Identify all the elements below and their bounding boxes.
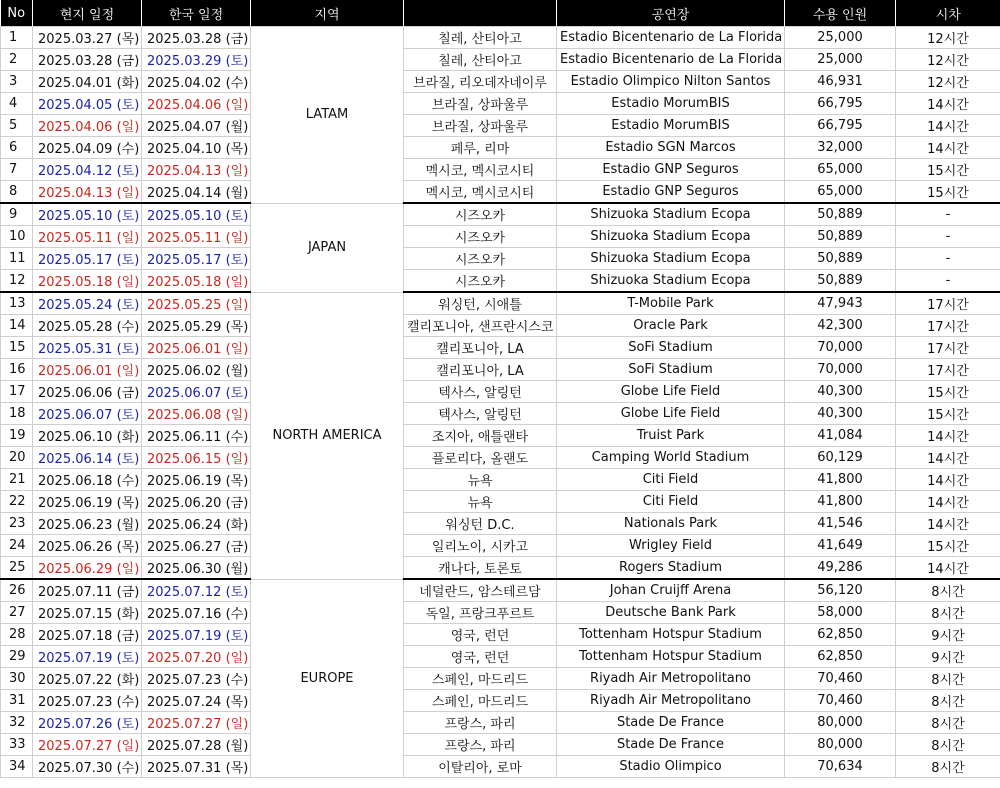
venue: Camping World Stadium <box>557 447 785 469</box>
capacity: 25,000 <box>785 27 896 49</box>
capacity: 65,000 <box>785 159 896 181</box>
table-row <box>1 579 1000 602</box>
table-row <box>1 203 1000 226</box>
location: 영국, 런던 <box>404 646 557 668</box>
venue: Rogers Stadium <box>557 557 785 580</box>
location: 텍사스, 알링턴 <box>404 403 557 425</box>
location: 캘리포니아, LA <box>404 337 557 359</box>
location: 멕시코, 멕시코시티 <box>404 159 557 181</box>
capacity: 49,286 <box>785 557 896 580</box>
table-row <box>1 469 1000 491</box>
location: 조지아, 애틀랜타 <box>404 425 557 447</box>
time-difference: 15시간 <box>896 181 1000 204</box>
row-number: 24 <box>1 535 33 557</box>
korea-date: 2025.06.01 (일) <box>142 337 251 359</box>
korea-date: 2025.07.24 (목) <box>142 690 251 712</box>
row-number: 25 <box>1 557 33 580</box>
capacity: 50,889 <box>785 270 896 293</box>
korea-date: 2025.04.02 (수) <box>142 71 251 93</box>
row-number: 14 <box>1 315 33 337</box>
row-number: 23 <box>1 513 33 535</box>
time-difference: 8시간 <box>896 712 1000 734</box>
row-number: 20 <box>1 447 33 469</box>
row-number: 34 <box>1 756 33 778</box>
time-difference: 17시간 <box>896 359 1000 381</box>
location: 멕시코, 멕시코시티 <box>404 181 557 204</box>
table-row <box>1 712 1000 734</box>
table-row <box>1 381 1000 403</box>
table-row <box>1 49 1000 71</box>
location: 시즈오카 <box>404 270 557 293</box>
venue: SoFi Stadium <box>557 337 785 359</box>
row-number: 28 <box>1 624 33 646</box>
header-time-difference: 시차 <box>896 0 1000 27</box>
location: 캘리포니아, 샌프란시스코 <box>404 315 557 337</box>
capacity: 40,300 <box>785 381 896 403</box>
table-row <box>1 292 1000 315</box>
capacity: 65,000 <box>785 181 896 204</box>
table-body <box>1 27 1000 778</box>
venue: Truist Park <box>557 425 785 447</box>
venue: Stadio Olimpico <box>557 756 785 778</box>
row-number: 8 <box>1 181 33 204</box>
time-difference: 15시간 <box>896 159 1000 181</box>
time-difference: 9시간 <box>896 646 1000 668</box>
table-row <box>1 646 1000 668</box>
time-difference: 8시간 <box>896 734 1000 756</box>
venue: Globe Life Field <box>557 403 785 425</box>
korea-date: 2025.05.17 (토) <box>142 248 251 270</box>
local-date: 2025.06.18 (수) <box>33 469 142 491</box>
capacity: 41,649 <box>785 535 896 557</box>
location: 영국, 런던 <box>404 624 557 646</box>
time-difference: - <box>896 203 1000 226</box>
location: 브라질, 상파울루 <box>404 93 557 115</box>
location: 프랑스, 파리 <box>404 734 557 756</box>
time-difference: 14시간 <box>896 115 1000 137</box>
venue: Estadio GNP Seguros <box>557 159 785 181</box>
local-date: 2025.07.26 (토) <box>33 712 142 734</box>
location: 플로리다, 올랜도 <box>404 447 557 469</box>
header-region: 지역 <box>251 0 404 27</box>
location: 브라질, 리오데자네이루 <box>404 71 557 93</box>
row-number: 7 <box>1 159 33 181</box>
capacity: 41,546 <box>785 513 896 535</box>
korea-date: 2025.04.07 (월) <box>142 115 251 137</box>
row-number: 12 <box>1 270 33 293</box>
venue: Deutsche Bank Park <box>557 602 785 624</box>
time-difference: 15시간 <box>896 403 1000 425</box>
location: 시즈오카 <box>404 203 557 226</box>
table-row <box>1 337 1000 359</box>
header-local-date: 현지 일정 <box>33 0 142 27</box>
time-difference: 8시간 <box>896 756 1000 778</box>
local-date: 2025.07.30 (수) <box>33 756 142 778</box>
table-row <box>1 513 1000 535</box>
venue: Tottenham Hotspur Stadium <box>557 646 785 668</box>
capacity: 66,795 <box>785 93 896 115</box>
time-difference: 15시간 <box>896 381 1000 403</box>
location: 칠레, 산티아고 <box>404 27 557 49</box>
row-number: 33 <box>1 734 33 756</box>
venue: Wrigley Field <box>557 535 785 557</box>
korea-date: 2025.03.28 (금) <box>142 27 251 49</box>
row-number: 18 <box>1 403 33 425</box>
korea-date: 2025.03.29 (토) <box>142 49 251 71</box>
location: 브라질, 상파울루 <box>404 115 557 137</box>
local-date: 2025.07.23 (수) <box>33 690 142 712</box>
region-label: JAPAN <box>251 203 404 292</box>
header-korea-date: 한국 일정 <box>142 0 251 27</box>
time-difference: 14시간 <box>896 491 1000 513</box>
row-number: 22 <box>1 491 33 513</box>
local-date: 2025.06.06 (금) <box>33 381 142 403</box>
table-row <box>1 71 1000 93</box>
korea-date: 2025.05.25 (일) <box>142 292 251 315</box>
table-row <box>1 248 1000 270</box>
time-difference: 14시간 <box>896 557 1000 580</box>
local-date: 2025.07.19 (토) <box>33 646 142 668</box>
capacity: 80,000 <box>785 712 896 734</box>
venue: Shizuoka Stadium Ecopa <box>557 270 785 293</box>
local-date: 2025.07.11 (금) <box>33 579 142 602</box>
table-row <box>1 137 1000 159</box>
local-date: 2025.06.14 (토) <box>33 447 142 469</box>
venue: Estadio GNP Seguros <box>557 181 785 204</box>
time-difference: 17시간 <box>896 315 1000 337</box>
time-difference: 12시간 <box>896 49 1000 71</box>
table-row <box>1 491 1000 513</box>
venue: Citi Field <box>557 469 785 491</box>
location: 이탈리아, 로마 <box>404 756 557 778</box>
venue: Shizuoka Stadium Ecopa <box>557 203 785 226</box>
venue: Estadio SGN Marcos <box>557 137 785 159</box>
table-row <box>1 690 1000 712</box>
table-row <box>1 181 1000 204</box>
venue: Estadio MorumBIS <box>557 115 785 137</box>
row-number: 15 <box>1 337 33 359</box>
capacity: 66,795 <box>785 115 896 137</box>
capacity: 62,850 <box>785 646 896 668</box>
location: 스페인, 마드리드 <box>404 690 557 712</box>
local-date: 2025.07.15 (화) <box>33 602 142 624</box>
location: 시즈오카 <box>404 226 557 248</box>
local-date: 2025.04.09 (수) <box>33 137 142 159</box>
venue: Riyadh Air Metropolitano <box>557 668 785 690</box>
venue: Stade De France <box>557 712 785 734</box>
local-date: 2025.05.24 (토) <box>33 292 142 315</box>
korea-date: 2025.05.11 (일) <box>142 226 251 248</box>
local-date: 2025.05.11 (일) <box>33 226 142 248</box>
capacity: 42,300 <box>785 315 896 337</box>
time-difference: 14시간 <box>896 447 1000 469</box>
region-label: EUROPE <box>251 579 404 778</box>
local-date: 2025.06.01 (일) <box>33 359 142 381</box>
table-row <box>1 535 1000 557</box>
region-label: NORTH AMERICA <box>251 292 404 579</box>
time-difference: 8시간 <box>896 668 1000 690</box>
local-date: 2025.07.18 (금) <box>33 624 142 646</box>
row-number: 13 <box>1 292 33 315</box>
location: 텍사스, 알링턴 <box>404 381 557 403</box>
table-row <box>1 403 1000 425</box>
local-date: 2025.06.10 (화) <box>33 425 142 447</box>
local-date: 2025.05.18 (일) <box>33 270 142 293</box>
time-difference: 12시간 <box>896 71 1000 93</box>
time-difference: 14시간 <box>896 513 1000 535</box>
row-number: 29 <box>1 646 33 668</box>
table-row <box>1 425 1000 447</box>
row-number: 1 <box>1 27 33 49</box>
korea-date: 2025.07.28 (월) <box>142 734 251 756</box>
time-difference: 15시간 <box>896 535 1000 557</box>
capacity: 50,889 <box>785 226 896 248</box>
time-difference: 12시간 <box>896 27 1000 49</box>
location: 칠레, 산티아고 <box>404 49 557 71</box>
capacity: 58,000 <box>785 602 896 624</box>
capacity: 32,000 <box>785 137 896 159</box>
capacity: 50,889 <box>785 248 896 270</box>
venue: Johan Cruijff Arena <box>557 579 785 602</box>
korea-date: 2025.05.10 (토) <box>142 203 251 226</box>
venue: Estadio Olimpico Nilton Santos <box>557 71 785 93</box>
table-row <box>1 734 1000 756</box>
table-row <box>1 359 1000 381</box>
venue: Riyadh Air Metropolitano <box>557 690 785 712</box>
table-row <box>1 315 1000 337</box>
capacity: 40,300 <box>785 403 896 425</box>
korea-date: 2025.06.11 (수) <box>142 425 251 447</box>
korea-date: 2025.06.24 (화) <box>142 513 251 535</box>
korea-date: 2025.07.12 (토) <box>142 579 251 602</box>
row-number: 21 <box>1 469 33 491</box>
row-number: 4 <box>1 93 33 115</box>
table-row <box>1 226 1000 248</box>
local-date: 2025.05.10 (토) <box>33 203 142 226</box>
row-number: 27 <box>1 602 33 624</box>
row-number: 11 <box>1 248 33 270</box>
table-row <box>1 557 1000 580</box>
local-date: 2025.07.27 (일) <box>33 734 142 756</box>
location: 캘리포니아, LA <box>404 359 557 381</box>
venue: Shizuoka Stadium Ecopa <box>557 248 785 270</box>
row-number: 5 <box>1 115 33 137</box>
header-location <box>404 0 557 27</box>
row-number: 3 <box>1 71 33 93</box>
local-date: 2025.03.27 (목) <box>33 27 142 49</box>
table-row <box>1 115 1000 137</box>
time-difference: 9시간 <box>896 624 1000 646</box>
time-difference: 14시간 <box>896 137 1000 159</box>
capacity: 46,931 <box>785 71 896 93</box>
location: 프랑스, 파리 <box>404 712 557 734</box>
time-difference: 8시간 <box>896 602 1000 624</box>
venue: Tottenham Hotspur Stadium <box>557 624 785 646</box>
row-number: 6 <box>1 137 33 159</box>
row-number: 16 <box>1 359 33 381</box>
location: 캐나다, 토론토 <box>404 557 557 580</box>
capacity: 70,460 <box>785 690 896 712</box>
location: 워싱턴, 시애틀 <box>404 292 557 315</box>
korea-date: 2025.06.07 (토) <box>142 381 251 403</box>
location: 일리노이, 시카고 <box>404 535 557 557</box>
venue: Stade De France <box>557 734 785 756</box>
venue: Citi Field <box>557 491 785 513</box>
local-date: 2025.04.13 (일) <box>33 181 142 204</box>
row-number: 19 <box>1 425 33 447</box>
venue: Oracle Park <box>557 315 785 337</box>
header-row <box>1 0 1000 27</box>
venue: Shizuoka Stadium Ecopa <box>557 226 785 248</box>
location: 뉴욕 <box>404 469 557 491</box>
location: 시즈오카 <box>404 248 557 270</box>
local-date: 2025.06.19 (목) <box>33 491 142 513</box>
header-capacity: 수용 인원 <box>785 0 896 27</box>
row-number: 2 <box>1 49 33 71</box>
capacity: 41,084 <box>785 425 896 447</box>
capacity: 41,800 <box>785 469 896 491</box>
local-date: 2025.05.31 (토) <box>33 337 142 359</box>
local-date: 2025.04.01 (화) <box>33 71 142 93</box>
capacity: 70,460 <box>785 668 896 690</box>
time-difference: - <box>896 226 1000 248</box>
capacity: 70,634 <box>785 756 896 778</box>
row-number: 26 <box>1 579 33 602</box>
korea-date: 2025.06.15 (일) <box>142 447 251 469</box>
table-row <box>1 624 1000 646</box>
location: 페루, 리마 <box>404 137 557 159</box>
time-difference: - <box>896 270 1000 293</box>
local-date: 2025.05.17 (토) <box>33 248 142 270</box>
header-venue: 공연장 <box>557 0 785 27</box>
korea-date: 2025.07.16 (수) <box>142 602 251 624</box>
time-difference: - <box>896 248 1000 270</box>
table-header <box>1 0 1000 27</box>
korea-date: 2025.06.27 (금) <box>142 535 251 557</box>
local-date: 2025.04.12 (토) <box>33 159 142 181</box>
region-label: LATAM <box>251 27 404 204</box>
capacity: 47,943 <box>785 292 896 315</box>
time-difference: 8시간 <box>896 690 1000 712</box>
local-date: 2025.06.26 (목) <box>33 535 142 557</box>
capacity: 41,800 <box>785 491 896 513</box>
row-number: 17 <box>1 381 33 403</box>
local-date: 2025.07.22 (화) <box>33 668 142 690</box>
row-number: 32 <box>1 712 33 734</box>
location: 워싱턴 D.C. <box>404 513 557 535</box>
korea-date: 2025.07.23 (수) <box>142 668 251 690</box>
capacity: 56,120 <box>785 579 896 602</box>
location: 독일, 프랑크푸르트 <box>404 602 557 624</box>
venue: Estadio MorumBIS <box>557 93 785 115</box>
korea-date: 2025.07.27 (일) <box>142 712 251 734</box>
korea-date: 2025.06.20 (금) <box>142 491 251 513</box>
korea-date: 2025.04.06 (일) <box>142 93 251 115</box>
time-difference: 8시간 <box>896 579 1000 602</box>
venue: Estadio Bicentenario de La Florida <box>557 49 785 71</box>
capacity: 70,000 <box>785 337 896 359</box>
table-row <box>1 93 1000 115</box>
korea-date: 2025.05.18 (일) <box>142 270 251 293</box>
time-difference: 14시간 <box>896 469 1000 491</box>
table-row <box>1 27 1000 49</box>
local-date: 2025.04.06 (일) <box>33 115 142 137</box>
local-date: 2025.05.28 (수) <box>33 315 142 337</box>
capacity: 50,889 <box>785 203 896 226</box>
header-no: No <box>1 0 33 27</box>
location: 네덜란드, 암스테르담 <box>404 579 557 602</box>
local-date: 2025.03.28 (금) <box>33 49 142 71</box>
korea-date: 2025.04.10 (목) <box>142 137 251 159</box>
table-row <box>1 756 1000 778</box>
local-date: 2025.04.05 (토) <box>33 93 142 115</box>
korea-date: 2025.06.02 (월) <box>142 359 251 381</box>
korea-date: 2025.06.08 (일) <box>142 403 251 425</box>
venue: Estadio Bicentenario de La Florida <box>557 27 785 49</box>
time-difference: 14시간 <box>896 93 1000 115</box>
venue: Globe Life Field <box>557 381 785 403</box>
capacity: 25,000 <box>785 49 896 71</box>
table-row <box>1 668 1000 690</box>
capacity: 62,850 <box>785 624 896 646</box>
table-row <box>1 447 1000 469</box>
capacity: 60,129 <box>785 447 896 469</box>
korea-date: 2025.04.13 (일) <box>142 159 251 181</box>
table-row <box>1 602 1000 624</box>
table-row <box>1 270 1000 293</box>
local-date: 2025.06.29 (일) <box>33 557 142 580</box>
row-number: 9 <box>1 203 33 226</box>
time-difference: 14시간 <box>896 425 1000 447</box>
time-difference: 17시간 <box>896 292 1000 315</box>
korea-date: 2025.06.30 (월) <box>142 557 251 580</box>
table-row <box>1 159 1000 181</box>
venue: Nationals Park <box>557 513 785 535</box>
korea-date: 2025.07.20 (일) <box>142 646 251 668</box>
location: 뉴욕 <box>404 491 557 513</box>
row-number: 30 <box>1 668 33 690</box>
korea-date: 2025.05.29 (목) <box>142 315 251 337</box>
location: 스페인, 마드리드 <box>404 668 557 690</box>
row-number: 10 <box>1 226 33 248</box>
local-date: 2025.06.23 (월) <box>33 513 142 535</box>
row-number: 31 <box>1 690 33 712</box>
local-date: 2025.06.07 (토) <box>33 403 142 425</box>
venue: SoFi Stadium <box>557 359 785 381</box>
korea-date: 2025.07.19 (토) <box>142 624 251 646</box>
capacity: 80,000 <box>785 734 896 756</box>
venue: T-Mobile Park <box>557 292 785 315</box>
korea-date: 2025.04.14 (월) <box>142 181 251 204</box>
korea-date: 2025.06.19 (목) <box>142 469 251 491</box>
korea-date: 2025.07.31 (목) <box>142 756 251 778</box>
capacity: 70,000 <box>785 359 896 381</box>
time-difference: 17시간 <box>896 337 1000 359</box>
